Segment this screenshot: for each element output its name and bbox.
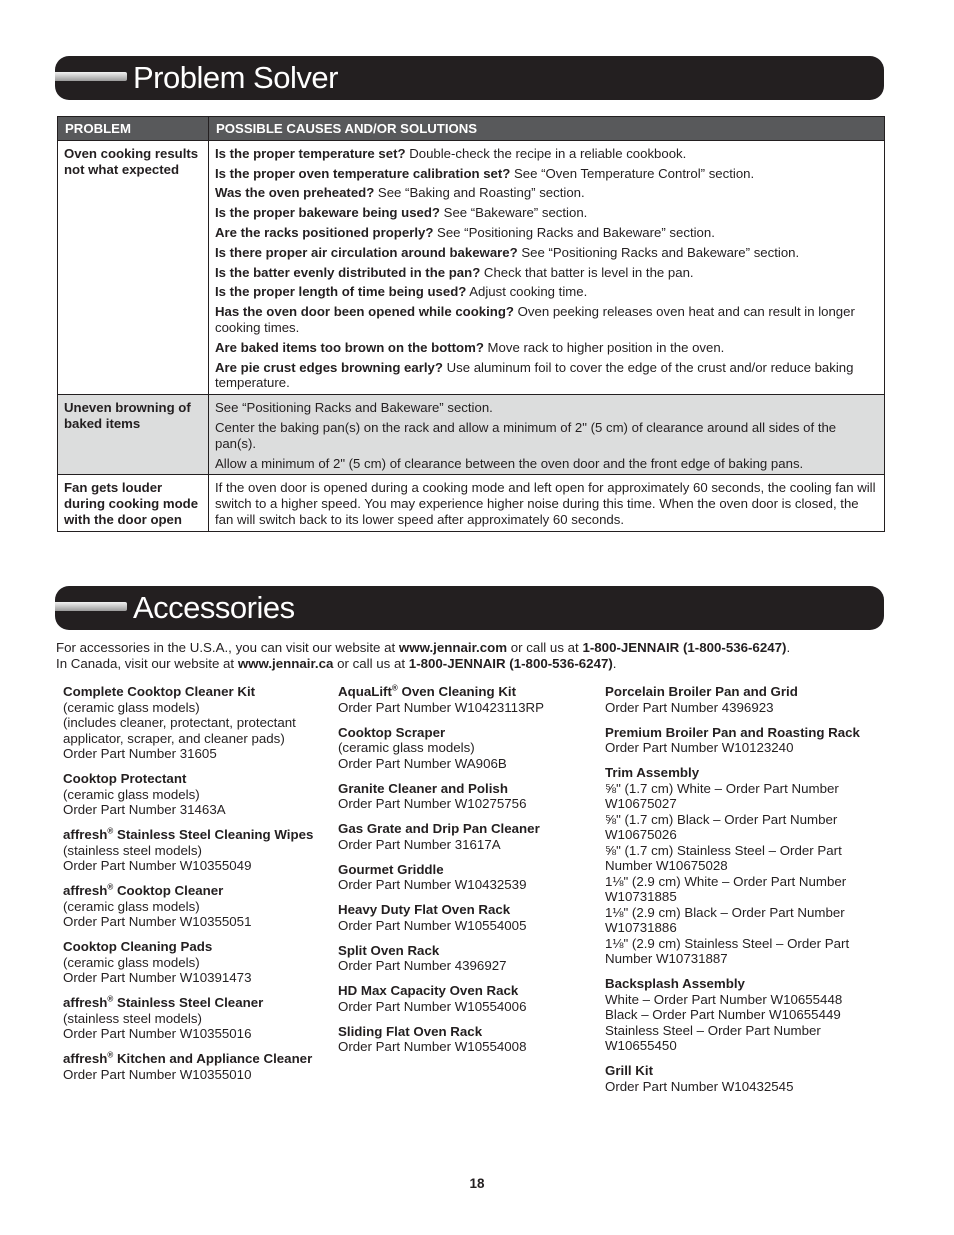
accessory-name: Premium Broiler Pan and Roasting Rack	[605, 724, 860, 740]
accessory-detail: Order Part Number W10554006	[338, 998, 527, 1014]
accessory-name: Oven Cleaning Kit	[397, 684, 517, 699]
accessory-brand: affresh	[63, 995, 108, 1010]
accessory-item	[605, 684, 885, 715]
accessory-item	[338, 943, 596, 974]
problem-header: PROBLEM	[58, 117, 209, 141]
accessory-title	[63, 939, 331, 955]
accessory-name: Granite Cleaner and Polish	[338, 780, 508, 796]
solution-item	[215, 245, 877, 261]
solutions-header: POSSIBLE CAUSES AND/OR SOLUTIONS	[209, 117, 885, 141]
accessory-name: Complete Cooktop Cleaner Kit	[63, 684, 256, 699]
solution-item	[215, 400, 877, 416]
accessory-item	[338, 684, 596, 715]
solution-item	[215, 185, 877, 201]
solution-item	[215, 340, 877, 356]
registered-mark: ®	[107, 882, 114, 892]
solution-answer: Allow a minimum of 2" (5 cm) of clearance between the oven door and the front edge of baking pans.	[215, 455, 804, 471]
solution-answer: See “Bakeware” section.	[439, 205, 588, 221]
accessory-brand: affresh	[63, 827, 108, 842]
accessory-detail: (stainless steel models)	[63, 842, 202, 858]
solution-answer: See “Oven Temperature Control” section.	[510, 165, 755, 181]
solutions-cell	[209, 140, 885, 394]
accessory-name: HD Max Capacity Oven Rack	[338, 983, 519, 998]
registered-mark: ®	[107, 994, 114, 1004]
accessory-name: Cooktop Cleaner	[113, 883, 224, 898]
accessory-detail: Order Part Number W10275756	[338, 796, 527, 811]
accessory-item	[338, 725, 596, 772]
us-website: www.jennair.com	[398, 640, 508, 655]
problem-cell: Fan gets louder during cooking mode with the door open	[58, 475, 209, 531]
accessories-banner	[55, 586, 884, 630]
banner-accent-bar	[55, 602, 127, 611]
accessory-title	[338, 862, 596, 878]
canada-website: www.jennair.ca	[237, 655, 334, 671]
accessory-brand: affresh	[63, 883, 108, 898]
accessory-title	[338, 902, 596, 918]
accessories-column-2	[338, 684, 596, 1064]
solution-question: Are baked items too brown on the bottom?	[215, 339, 484, 355]
accessory-item	[63, 684, 331, 762]
accessory-title	[605, 684, 885, 700]
solution-item	[215, 284, 877, 300]
accessory-detail: (ceramic glass models)	[63, 898, 200, 914]
solution-item	[215, 480, 877, 527]
problem-solver-banner	[55, 56, 884, 100]
accessory-name: Split Oven Rack	[338, 942, 440, 958]
accessory-item	[338, 781, 596, 812]
solution-answer: Oven peeking releases oven heat and can result in longer cooking times.	[215, 304, 855, 335]
accessory-detail: (ceramic glass models)	[63, 699, 200, 715]
accessory-name: Gas Grate and Drip Pan Cleaner	[338, 821, 540, 836]
problem-cell: Uneven browning of baked items	[58, 395, 209, 475]
accessory-item	[605, 1063, 885, 1094]
solutions-cell	[209, 475, 885, 531]
accessory-detail: (ceramic glass models)	[63, 786, 200, 802]
accessory-title	[63, 995, 331, 1011]
accessories-column-3	[605, 684, 885, 1104]
solution-question: Is the proper bakeware being used?	[215, 205, 440, 221]
accessory-detail: Order Part Number 4396927	[338, 958, 507, 973]
solution-answer: Use aluminum foil to cover the edge of the crust and/or reduce baking temperature.	[215, 359, 854, 391]
accessory-title	[63, 1051, 331, 1067]
accessory-item	[63, 939, 331, 986]
accessory-detail: Order Part Number WA906B	[338, 755, 507, 771]
accessory-item	[63, 995, 331, 1042]
accessory-detail: Order Part Number W10355016	[63, 1026, 252, 1041]
accessory-name: Kitchen and Appliance Cleaner	[113, 1051, 313, 1066]
solution-answer: Check that batter is level in the pan.	[480, 264, 694, 280]
canada-phone: 1-800-JENNAIR (1-800-536-6247)	[408, 655, 613, 671]
registered-mark: ®	[107, 826, 114, 836]
accessory-name: Backsplash Assembly	[605, 976, 745, 991]
accessory-detail: Stainless Steel – Order Part Number W10655450	[605, 1022, 821, 1053]
problem-cell: Oven cooking results not what expected	[58, 140, 209, 394]
table-row	[58, 395, 885, 475]
accessory-detail: Order Part Number W10432539	[338, 877, 527, 892]
solution-question: Are pie crust edges browning early?	[215, 359, 443, 375]
accessory-name: Stainless Steel Cleaning Wipes	[113, 827, 314, 842]
solution-answer: Move rack to higher position in the oven.	[483, 339, 725, 355]
accessory-detail: Order Part Number W10123240	[605, 740, 794, 755]
solution-item	[215, 225, 877, 241]
accessory-brand: affresh	[63, 1051, 108, 1066]
accessory-name: Stainless Steel Cleaner	[113, 995, 264, 1010]
accessory-title	[605, 976, 885, 992]
accessory-title	[338, 725, 596, 741]
accessory-title	[338, 943, 596, 959]
solution-item	[215, 304, 877, 336]
solution-question: Are the racks positioned properly?	[215, 224, 434, 240]
solution-answer: Double-check the recipe in a reliable cookbook.	[405, 145, 687, 161]
accessory-item	[338, 862, 596, 893]
intro-canada-line: In Canada, visit our website at www.jennair.ca or call us at 1-800-JENNAIR (1-800-536-6247).	[56, 655, 617, 671]
accessory-name: Cooktop Scraper	[338, 724, 446, 740]
accessory-brand: AquaLift	[338, 684, 392, 699]
accessory-item	[605, 765, 885, 967]
solution-item	[215, 420, 877, 452]
accessory-name: Trim Assembly	[605, 765, 700, 780]
accessory-detail: Order Part Number W10355051	[63, 914, 252, 929]
accessory-detail: Order Part Number W10554008	[338, 1039, 527, 1054]
solutions-cell	[209, 395, 885, 475]
solution-answer: See “Baking and Roasting” section.	[374, 185, 585, 201]
accessory-detail: Order Part Number 31605	[63, 746, 217, 761]
solution-question: Is the proper length of time being used?	[215, 284, 467, 300]
accessory-title	[63, 771, 331, 787]
accessory-detail: (ceramic glass models)	[338, 740, 475, 755]
accessory-detail: Order Part Number W10554005	[338, 917, 527, 933]
accessory-detail: White – Order Part Number W10655448	[605, 991, 843, 1007]
accessory-detail: (stainless steel models)	[63, 1010, 202, 1026]
accessory-item	[338, 1024, 596, 1055]
accessory-title	[605, 765, 885, 781]
table-row	[58, 475, 885, 531]
accessory-item	[63, 1051, 331, 1082]
accessory-title	[605, 725, 885, 741]
table-row	[58, 140, 885, 394]
accessory-detail: Order Part Number W10391473	[63, 970, 252, 985]
accessory-detail: 1⅛" (2.9 cm) Stainless Steel – Order Part Number W10731887	[605, 935, 850, 966]
accessory-detail: Order Part Number 31617A	[338, 836, 501, 852]
solution-question: Is there proper air circulation around bakeware?	[215, 244, 518, 260]
solution-item	[215, 146, 877, 162]
accessory-name: Cooktop Cleaning Pads	[63, 939, 213, 954]
accessory-name: Sliding Flat Oven Rack	[338, 1023, 483, 1039]
accessory-detail: Order Part Number 4396923	[605, 699, 774, 715]
accessory-name: Heavy Duty Flat Oven Rack	[338, 902, 511, 917]
accessory-detail: Order Part Number W10355049	[63, 858, 252, 873]
accessory-title	[63, 827, 331, 843]
accessories-intro	[56, 640, 886, 671]
banner-accent-bar	[55, 72, 127, 81]
registered-mark: ®	[391, 683, 398, 693]
solution-item	[215, 265, 877, 281]
solution-answer: If the oven door is opened during a cooking mode and left open for approximately 60 seconds, the cooling fan will switch to a higher speed. You may experience higher noise during this time. When the oven door is closed, the fan will switch back to its lower speed after approximately 60 seconds.	[215, 480, 876, 527]
solution-item	[215, 456, 877, 472]
us-phone: 1-800-JENNAIR (1-800-536-6247)	[582, 640, 787, 655]
accessory-detail: Black – Order Part Number W10655449	[605, 1007, 841, 1022]
solution-question: Was the oven preheated?	[215, 185, 375, 201]
solution-item	[215, 360, 877, 392]
accessory-item	[63, 771, 331, 818]
problem-solver-title: Problem Solver	[133, 60, 338, 95]
accessory-name: Cooktop Protectant	[63, 771, 187, 786]
solution-question: Has the oven door been opened while cooking?	[215, 304, 514, 320]
accessory-detail: 1⅛" (2.9 cm) Black – Order Part Number W10731886	[605, 904, 845, 935]
table-header-row	[58, 117, 885, 141]
accessory-item	[605, 976, 885, 1054]
accessory-detail: ⅝" (1.7 cm) White – Order Part Number W10675027	[605, 780, 839, 811]
page-number: 18	[469, 1176, 485, 1191]
solution-answer: See “Positioning Racks and Bakeware” section.	[517, 244, 800, 260]
accessory-name: Porcelain Broiler Pan and Grid	[605, 684, 798, 699]
accessory-detail: Order Part Number W10355010	[63, 1066, 252, 1082]
solution-item	[215, 166, 877, 182]
problem-solver-table	[57, 116, 885, 532]
accessory-detail: (ceramic glass models)	[63, 954, 200, 970]
accessory-name: Gourmet Griddle	[338, 861, 444, 877]
accessory-name: Grill Kit	[605, 1063, 654, 1078]
registered-mark: ®	[107, 1050, 114, 1060]
intro-us-line: For accessories in the U.S.A., you can visit our website at www.jennair.com or call us at 1-800-JENNAIR (1-800-536-6247).	[56, 640, 791, 655]
accessory-title	[338, 983, 596, 999]
solution-answer: Center the baking pan(s) on the rack and allow a minimum of 2" (5 cm) of clearance around all sides of the pan(s).	[215, 419, 837, 451]
accessory-item	[338, 902, 596, 933]
solution-question: Is the proper temperature set?	[215, 145, 406, 161]
accessories-title: Accessories	[133, 590, 295, 625]
accessory-detail: (includes cleaner, protectant, protectant applicator, scraper, and cleaner pads)	[63, 715, 296, 746]
accessory-item	[63, 827, 331, 874]
solution-answer: See “Positioning Racks and Bakeware” section.	[215, 400, 493, 416]
accessory-title	[338, 821, 596, 837]
accessory-detail: ⅝" (1.7 cm) Stainless Steel – Order Part Number W10675028	[605, 842, 842, 873]
accessory-item	[338, 821, 596, 852]
accessory-title	[338, 1024, 596, 1040]
accessory-detail: 1⅛" (2.9 cm) White – Order Part Number W10731885	[605, 873, 847, 904]
solution-answer: Adjust cooking time.	[466, 284, 588, 300]
accessory-detail: Order Part Number 31463A	[63, 802, 226, 817]
accessories-column-1	[63, 684, 331, 1092]
accessory-item	[338, 983, 596, 1014]
accessory-detail: Order Part Number W10432545	[605, 1078, 794, 1094]
solution-answer: See “Positioning Racks and Bakeware” section.	[433, 224, 715, 240]
accessory-detail: ⅝" (1.7 cm) Black – Order Part Number W10675026	[605, 811, 838, 842]
accessory-title	[338, 781, 596, 797]
solution-item	[215, 205, 877, 221]
accessory-item	[605, 725, 885, 756]
accessory-detail: Order Part Number W10423113RP	[338, 699, 544, 715]
accessory-title	[63, 684, 331, 700]
solution-question: Is the batter evenly distributed in the pan?	[215, 264, 481, 280]
accessory-item	[63, 883, 331, 930]
accessory-title	[63, 883, 331, 899]
accessory-title	[338, 684, 596, 700]
solution-question: Is the proper oven temperature calibration set?	[215, 165, 511, 181]
accessory-title	[605, 1063, 885, 1079]
